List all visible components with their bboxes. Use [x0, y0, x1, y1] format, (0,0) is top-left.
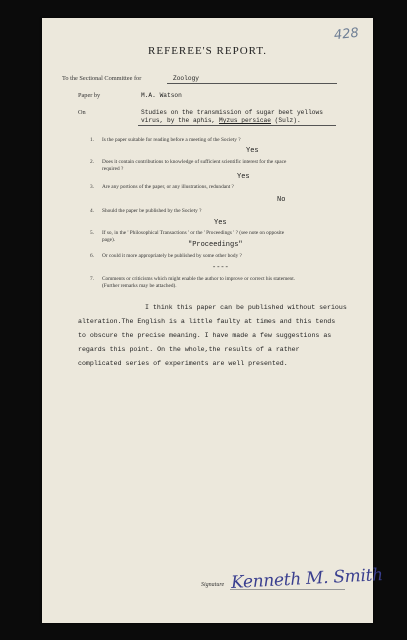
answer-1: Yes: [246, 147, 259, 155]
question-7: 7. Comments or criticisms which might enable the author to improve or correct his statement.: [90, 276, 295, 282]
question-7-line-2: (Further remarks may be attached).: [102, 283, 177, 289]
answer-2: Yes: [237, 173, 250, 181]
question-4: 4. Should the paper be published by the Society ?: [90, 208, 202, 214]
answer-4: Yes: [214, 219, 227, 227]
paper-by-label: Paper by: [78, 92, 101, 99]
answer-3: No: [277, 196, 286, 204]
comment-line-3: to obscure the precise meaning. I have made a few suggestions as: [78, 332, 332, 339]
question-3: 3. Are any portions of the paper, or any illustrations, redundant ?: [90, 184, 234, 190]
paper-by-value: M.A. Watson: [141, 92, 182, 99]
handwritten-page-number: 428: [333, 25, 360, 44]
question-5-line-2: page).: [102, 237, 116, 243]
question-2-line-2: required ?: [102, 166, 124, 172]
question-5: 5. If so, in the ' Philosophical Transactions ' or the ' Proceedings ' ? (see note on opposite: [90, 230, 285, 236]
comment-line-5: complicated series of experiments are well presented.: [78, 360, 288, 367]
on-rule: [138, 125, 336, 126]
referee-report-sheet: [42, 18, 384, 623]
report-title: REFEREE'S REPORT.: [148, 45, 267, 57]
committee-value: Zoology: [173, 75, 199, 82]
answer-5: "Proceedings": [188, 241, 243, 249]
on-label: On: [78, 109, 86, 116]
question-6: 6. Or could it more appropriately be published by some other body ?: [90, 253, 242, 259]
signature-handwritten: Kenneth M. Smith: [230, 565, 384, 593]
question-2: 2. Does it contain contributions to knowledge of sufficient scientific interest for the space: [90, 159, 287, 165]
signature-rule: [230, 589, 345, 590]
on-line-1: Studies on the transmission of sugar beet yellows: [141, 109, 323, 116]
on-line-2: virus, by the aphis, Myzus persicae (Sulz).: [141, 117, 301, 124]
committee-rule: [167, 83, 337, 84]
question-1: 1. Is the paper suitable for reading before a meeting of the Society ?: [90, 137, 241, 143]
comment-line-2: alteration.The English is a little faulty at times and this tends: [78, 318, 336, 325]
comment-line-4: regards this point. On the whole,the results of a rather: [78, 346, 300, 353]
comment-line-1: I think this paper can be published without serious: [145, 304, 347, 311]
committee-label: To the Sectional Committee for: [62, 75, 142, 82]
signature-label: Signature: [201, 582, 225, 588]
answer-6: ----: [212, 264, 229, 272]
